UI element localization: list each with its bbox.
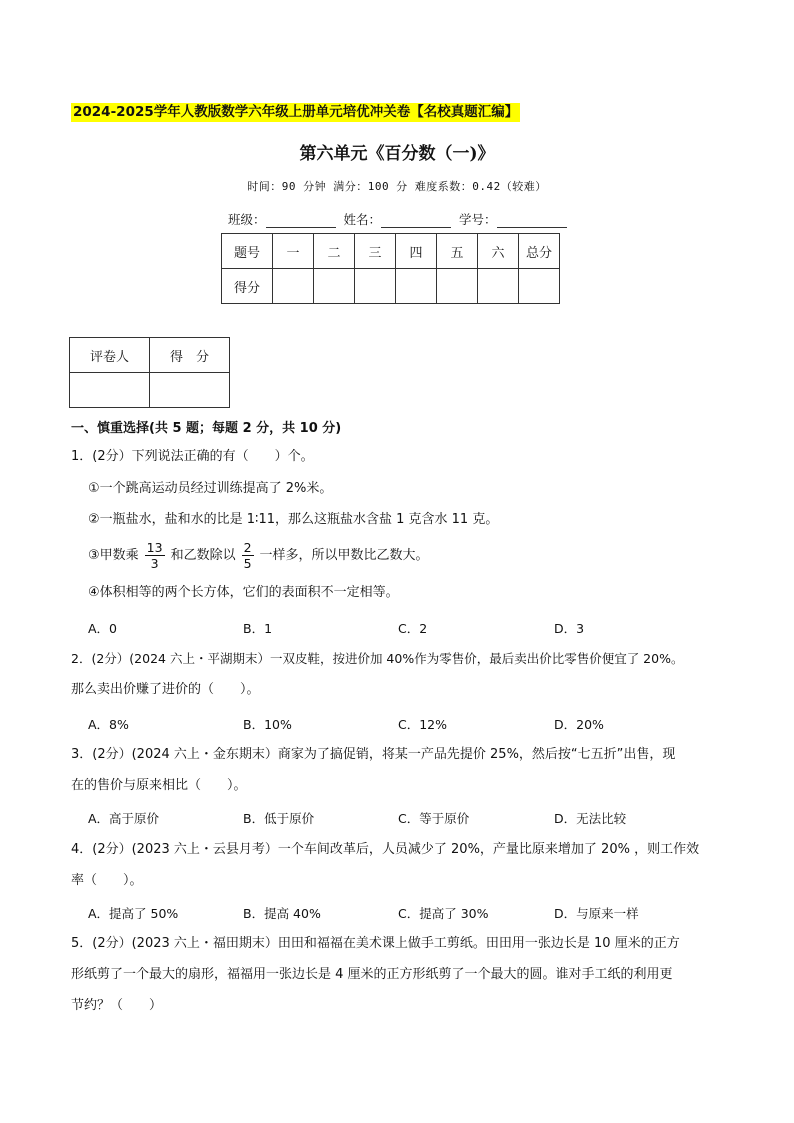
- grader-header-row: [70, 338, 230, 373]
- student-id-label: 学号：: [459, 212, 497, 227]
- question-2-option-d[interactable]: D．20%: [554, 717, 604, 732]
- question-4-stem-line-1: 4．(2分）(2023 六上・云县月考）一个车间改革后，人员减少了 20%，产量比原来增加了 20% ，则工作效: [71, 842, 700, 857]
- fraction-denominator: 5: [243, 556, 252, 571]
- section-score-label: 得 分: [150, 338, 230, 373]
- grader-label: 评卷人: [70, 338, 150, 373]
- question-4-option-b[interactable]: B．提高 40%: [243, 906, 321, 921]
- question-3-option-b[interactable]: B．低于原价: [243, 811, 315, 826]
- question-4-option-a[interactable]: A．提高了 50%: [88, 906, 179, 921]
- student-info-row: [228, 210, 571, 228]
- score-table-score-row: [222, 269, 560, 304]
- question-1-option-b[interactable]: B．1: [243, 621, 273, 636]
- question-1-option-c[interactable]: C．2: [398, 621, 428, 636]
- question-5-stem-line-2: 形纸剪了一个最大的扇形，福福用一张边长是 4 厘米的正方形纸剪了一个最大的圆。谁对手工纸的利用更: [71, 967, 673, 982]
- question-1-option-d[interactable]: D．3: [554, 621, 585, 636]
- fraction-2-over-5: [242, 540, 254, 571]
- question-2-option-c[interactable]: C．12%: [398, 717, 448, 732]
- question-3-stem-line-2: 在的售价与原来相比（ ）。: [71, 778, 247, 793]
- score-header-cell: 题号: [222, 234, 273, 269]
- score-table: [221, 233, 560, 304]
- question-1-statement-1: ①一个跳高运动员经过训练提高了 2%米。: [88, 481, 333, 496]
- score-cell[interactable]: [273, 269, 314, 304]
- score-header-cell: 三: [355, 234, 396, 269]
- score-header-cell: 一: [273, 234, 314, 269]
- question-1-option-a[interactable]: A．0: [88, 621, 118, 636]
- score-cell[interactable]: [355, 269, 396, 304]
- question-1-statement-4: ④体积相等的两个长方体，它们的表面积不一定相等。: [88, 585, 399, 600]
- score-header-cell: 总分: [519, 234, 560, 269]
- score-cell[interactable]: [437, 269, 478, 304]
- question-5-stem-line-3: 节约？（ ）: [71, 998, 163, 1013]
- statement-3-pre: ③甲数乘: [88, 548, 139, 563]
- section-title: 一、慎重选择(共 5 题；每题 2 分，共 10 分): [71, 421, 342, 436]
- question-2-option-a[interactable]: A．8%: [88, 717, 129, 732]
- question-2-stem-line-1: 2．(2分）(2024 六上・平湖期末）一双皮鞋，按进价加 40%作为零售价，最后卖出价比零售价便宜了 20%。: [71, 651, 684, 666]
- fraction-13-over-3: [145, 540, 165, 571]
- fraction-numerator: 13: [146, 540, 163, 555]
- score-table-header-row: [222, 234, 560, 269]
- statement-3-post: 一样多，所以甲数比乙数大。: [259, 548, 429, 563]
- question-1-stem: 1．(2分）下列说法正确的有（ ）个。: [71, 449, 314, 464]
- section-score-cell[interactable]: [150, 373, 230, 408]
- score-header-cell: 二: [314, 234, 355, 269]
- question-3-option-c[interactable]: C．等于原价: [398, 811, 470, 826]
- score-cell[interactable]: [396, 269, 437, 304]
- question-1-statement-2: ②一瓶盐水，盐和水的比是 1∶11，那么这瓶盐水含盐 1 克含水 11 克。: [88, 512, 499, 527]
- score-header-cell: 五: [437, 234, 478, 269]
- grader-cell[interactable]: [70, 373, 150, 408]
- question-3-stem-line-1: 3．(2分）(2024 六上・金东期末）商家为了搞促销，将某一产品先提价 25%，然后按“七五折”出售，现: [71, 747, 676, 762]
- score-header-cell: 六: [478, 234, 519, 269]
- question-3-option-d[interactable]: D．无法比较: [554, 811, 627, 826]
- exam-series-banner: 2024-2025学年人教版数学六年级上册单元培优冲关卷【名校真题汇编】: [73, 104, 519, 120]
- grader-table: [69, 337, 230, 408]
- score-row-label: 得分: [222, 269, 273, 304]
- question-3-option-a[interactable]: A．高于原价: [88, 811, 160, 826]
- question-2-option-b[interactable]: B．10%: [243, 717, 292, 732]
- question-4-stem-line-2: 率（ ）。: [71, 873, 143, 888]
- name-blank[interactable]: [381, 214, 451, 228]
- class-blank[interactable]: [266, 214, 336, 228]
- fraction-denominator: 3: [150, 556, 159, 571]
- question-4-option-d[interactable]: D．与原来一样: [554, 906, 639, 921]
- question-1-statement-3: [88, 538, 429, 574]
- class-label: 班级：: [228, 212, 266, 227]
- score-cell[interactable]: [314, 269, 355, 304]
- exam-info: 时间：90 分钟 满分：100 分 难度系数：0.42（较难）: [247, 180, 547, 193]
- grader-input-row: [70, 373, 230, 408]
- question-4-option-c[interactable]: C．提高了 30%: [398, 906, 489, 921]
- fraction-numerator: 2: [243, 540, 252, 555]
- question-2-stem-line-2: 那么卖出价赚了进价的（ ）。: [71, 682, 260, 697]
- student-id-blank[interactable]: [497, 214, 567, 228]
- question-5-stem-line-1: 5．(2分）(2023 六上・福田期末）田田和福福在美术课上做手工剪纸。田田用一张边长是 10 厘米的正方: [71, 936, 680, 951]
- score-header-cell: 四: [396, 234, 437, 269]
- statement-3-mid: 和乙数除以: [170, 548, 236, 563]
- score-cell[interactable]: [519, 269, 560, 304]
- name-label: 姓名：: [343, 212, 382, 227]
- unit-title: 第六单元《百分数（一)》: [299, 144, 495, 164]
- score-cell[interactable]: [478, 269, 519, 304]
